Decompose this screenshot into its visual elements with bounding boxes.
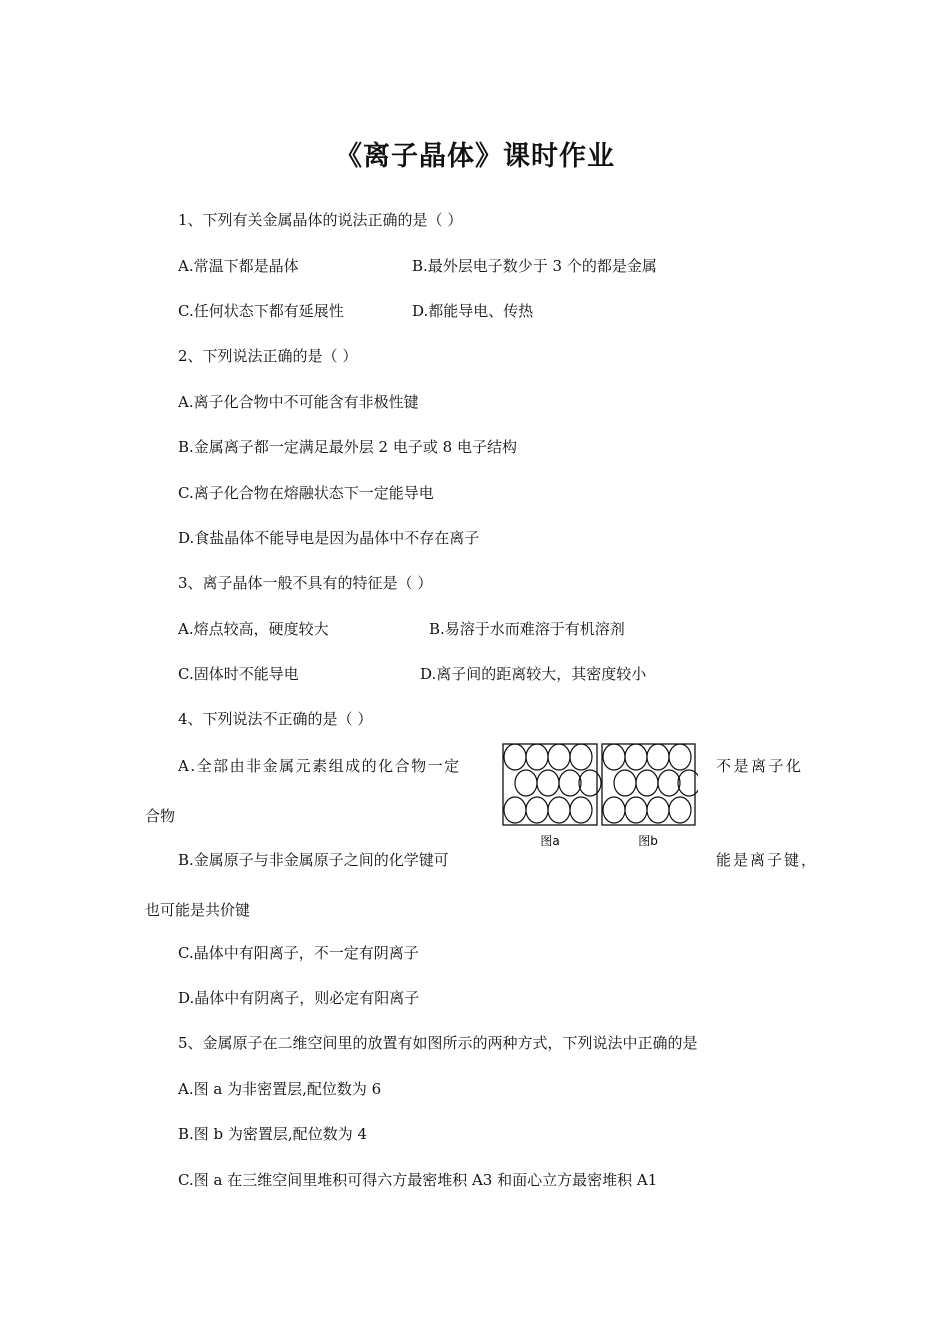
- question-4-option-a-part2: 不是离子化: [716, 757, 804, 775]
- figure-b-label: 图b: [638, 834, 658, 848]
- question-3-stem: 3、离子晶体一般不具有的特征是（ ）: [178, 574, 433, 592]
- atom-a: [570, 797, 592, 823]
- question-2-option-b: B.金属离子都一定满足最外层 2 电子或 8 电子结构: [178, 438, 517, 456]
- question-1-option-d: D.都能导电、传热: [412, 302, 534, 320]
- atom-a: [570, 744, 592, 770]
- question-4-option-a-part1: A.全部由非金属元素组成的化合物一定: [178, 757, 461, 775]
- atom-a: [579, 770, 601, 796]
- atom-a: [504, 797, 526, 823]
- question-1-option-a: A.常温下都是晶体: [178, 257, 299, 275]
- atom-a: [537, 770, 559, 796]
- page-title: 《离子晶体》课时作业: [335, 141, 615, 172]
- question-3-option-b: B.易溶于水而难溶于有机溶剂: [429, 620, 625, 638]
- atom-b: [647, 797, 669, 823]
- question-1-option-b: B.最外层电子数少于 3 个的都是金属: [412, 257, 657, 275]
- packing-figure: [502, 742, 698, 854]
- atom-b: [669, 744, 691, 770]
- atom-a: [548, 797, 570, 823]
- question-4-option-d: D.晶体中有阴离子，则必定有阳离子: [178, 989, 420, 1007]
- atom-a: [526, 797, 548, 823]
- question-5-option-c: C.图 a 在三维空间里堆积可得六方最密堆积 A3 和面心立方最密堆积 A1: [178, 1171, 658, 1189]
- question-4-option-c: C.晶体中有阳离子，不一定有阴离子: [178, 944, 419, 962]
- figure-a-frame: [503, 744, 597, 825]
- question-3-option-a: A.熔点较高，硬度较大: [178, 620, 329, 638]
- atom-b: [636, 770, 658, 796]
- question-4-option-b-part1: B.金属原子与非金属原子之间的化学键可: [178, 851, 449, 869]
- figure-b-frame: [602, 744, 695, 825]
- atom-b: [625, 797, 647, 823]
- question-4-stem: 4、下列说法不正确的是（ ）: [178, 710, 373, 728]
- question-1-option-c: C.任何状态下都有延展性: [178, 302, 344, 320]
- question-3-option-d: D.离子间的距离较大，其密度较小: [420, 665, 647, 683]
- question-2-option-d: D.食盐晶体不能导电是因为晶体中不存在离子: [178, 529, 480, 547]
- atom-b: [625, 744, 647, 770]
- question-3-option-c: C.固体时不能导电: [178, 665, 299, 683]
- question-4-option-b-wrap: 也可能是共价键: [145, 901, 251, 919]
- atom-b: [658, 770, 680, 796]
- question-4-option-b-part2: 能是离子键，: [716, 851, 819, 869]
- atom-b: [669, 797, 691, 823]
- atom-b: [614, 770, 636, 796]
- question-5-stem: 5、金属原子在二维空间里的放置有如图所示的两种方式，下列说法中正确的是: [178, 1034, 698, 1052]
- question-2-option-a: A.离子化合物中不可能含有非极性键: [178, 393, 419, 411]
- atom-b: [603, 744, 625, 770]
- question-2-option-c: C.离子化合物在熔融状态下一定能导电: [178, 484, 434, 502]
- question-2-stem: 2、下列说法正确的是（ ）: [178, 347, 358, 365]
- question-4-option-a-wrap: 合物: [145, 807, 176, 825]
- figure-b-atoms: [603, 744, 698, 823]
- figure-a-atoms: [504, 744, 601, 823]
- figure-a-label: 图a: [540, 834, 560, 848]
- question-5-option-a: A.图 a 为非密置层,配位数为 6: [178, 1080, 382, 1098]
- packing-diagrams: [502, 742, 698, 854]
- question-1-stem: 1、下列有关金属晶体的说法正确的是（ ）: [178, 211, 463, 229]
- question-5-option-b: B.图 b 为密置层,配位数为 4: [178, 1125, 368, 1143]
- atom-a: [504, 744, 526, 770]
- atom-b: [647, 744, 669, 770]
- atom-a: [526, 744, 548, 770]
- atom-a: [559, 770, 581, 796]
- atom-b: [603, 797, 625, 823]
- atom-a: [515, 770, 537, 796]
- atom-a: [548, 744, 570, 770]
